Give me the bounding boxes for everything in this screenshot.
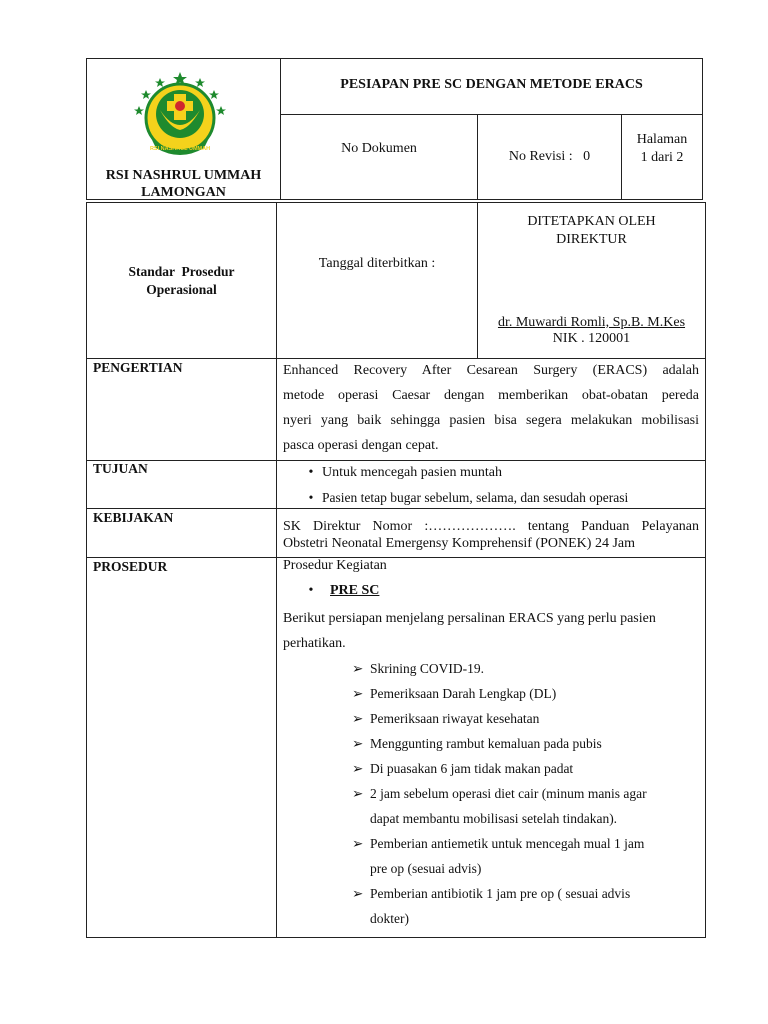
sop-label <box>86 263 277 299</box>
tujuan-item-text: Pasien tetap bugar sebelum, selama, dan sesudah operasi <box>322 490 629 505</box>
step-item <box>352 756 702 781</box>
arrow-bullet-icon: ➢ <box>352 836 364 851</box>
arrow-bullet-icon: ➢ <box>352 711 364 726</box>
arrow-bullet-icon: ➢ <box>352 661 364 676</box>
prosedur-intro: Prosedur Kegiatan <box>283 558 387 573</box>
prosedur-section-title: PRE SC <box>330 583 380 598</box>
step-item <box>352 731 702 756</box>
arrow-bullet-icon: ➢ <box>352 886 364 901</box>
prosedur-section <box>300 583 379 599</box>
step-text: Pemeriksaan Darah Lengkap (DL) <box>370 686 557 701</box>
ditetapkan-line1: DITETAPKAN OLEH <box>527 214 656 229</box>
step-text: dokter) <box>370 911 409 926</box>
hospital-name <box>86 167 281 201</box>
step-item <box>352 881 702 906</box>
step-text: Di puasakan 6 jam tidak makan padat <box>370 761 574 776</box>
ditetapkan-line2: DIREKTUR <box>556 232 627 247</box>
arrow-bullet-icon: ➢ <box>352 786 364 801</box>
step-text: Pemberian antibiotik 1 jam pre op ( sesuai advis <box>370 886 631 901</box>
hospital-logo <box>130 70 230 162</box>
kebijakan-text <box>283 518 699 552</box>
pengertian-line: Enhanced Recovery After Cesarean Surgery (ERACS) adalah <box>283 363 699 378</box>
no-dokumen-label: No Dokumen <box>341 141 417 156</box>
logo-text: RSI NASHRUL UMMAH <box>149 146 211 152</box>
step-text: pre op (sesuai advis) <box>370 861 482 876</box>
prosedur-steps <box>352 656 702 931</box>
tujuan-item <box>300 485 700 510</box>
prosedur-desc-line2: perhatikan. <box>283 636 346 651</box>
step-text: Menggunting rambut kemaluan pada pubis <box>370 736 602 751</box>
arrow-bullet-icon: ➢ <box>352 686 364 701</box>
pengertian-line: metode operasi Caesar dengan memberikan obat-obatan pereda <box>283 388 699 403</box>
director-signature <box>477 315 706 347</box>
step-text: Skrining COVID-19. <box>370 661 484 676</box>
step-item <box>352 831 702 856</box>
step-item <box>352 681 702 706</box>
step-item <box>352 656 702 681</box>
arrow-bullet-icon: ➢ <box>352 736 364 751</box>
tujuan-label: TUJUAN <box>93 461 148 476</box>
step-item <box>352 706 702 731</box>
ditetapkan-oleh <box>477 213 706 249</box>
kebijakan-line1: SK Direktur Nomor :………………. tentang Panduan Pelayanan <box>283 519 699 534</box>
step-text: 2 jam sebelum operasi diet cair (minum manis agar <box>370 786 647 801</box>
prosedur-desc <box>283 606 699 656</box>
pengertian-line: pasca operasi dengan cepat. <box>283 438 439 453</box>
row-divider-3 <box>86 557 706 558</box>
document-title: PESIAPAN PRE SC DENGAN METODE ERACS <box>340 77 643 92</box>
bullet-icon: • <box>308 465 314 480</box>
director-nik: NIK . 120001 <box>552 331 631 346</box>
pengertian-label: PENGERTIAN <box>93 360 183 375</box>
hospital-name-line2: LAMONGAN <box>141 185 226 200</box>
step-text: Pemeriksaan riwayat kesehatan <box>370 711 540 726</box>
pengertian-text <box>283 358 699 458</box>
step-item-continued <box>352 806 702 831</box>
halaman-label <box>621 131 703 167</box>
halaman-line1: Halaman <box>636 132 688 147</box>
prosedur-label: PROSEDUR <box>93 559 168 574</box>
header-nodok-cell <box>280 114 478 200</box>
pengertian-line: nyeri yang baik sehingga pasien bisa segera melakukan mobilisasi <box>283 413 699 428</box>
sop-label-line1: Standar Prosedur <box>128 264 235 279</box>
prosedur-desc-line1: Berikut persiapan menjelang persalinan ERACS yang perlu pasien <box>283 611 656 626</box>
tujuan-item <box>300 460 700 485</box>
hospital-name-line1: RSI NASHRUL UMMAH <box>105 168 262 183</box>
kebijakan-line2: Obstetri Neonatal Emergensy Komprehensif (PONEK) 24 Jam <box>283 536 635 551</box>
sop-label-line2: Operasional <box>146 282 217 297</box>
tujuan-list <box>300 460 700 510</box>
step-item-continued <box>352 856 702 881</box>
step-text: dapat membantu mobilisasi setelah tindakan). <box>370 811 618 826</box>
step-item <box>352 781 702 806</box>
sop-tanggal-cell <box>276 202 478 359</box>
kebijakan-label: KEBIJAKAN <box>93 510 174 525</box>
step-text: Pemberian antiemetik untuk mencegah mual 1 jam <box>370 836 645 851</box>
tujuan-item-text: Untuk mencegah pasien muntah <box>322 465 503 480</box>
body-column-divider <box>276 358 277 938</box>
halaman-line2: 1 dari 2 <box>640 150 684 165</box>
arrow-bullet-icon: ➢ <box>352 761 364 776</box>
no-revisi-label: No Revisi : 0 <box>508 149 591 164</box>
tanggal-diterbitkan: Tanggal diterbitkan : <box>318 256 436 271</box>
step-item-continued <box>352 906 702 931</box>
bullet-icon: • <box>308 583 314 598</box>
bullet-icon: • <box>308 490 314 505</box>
director-name: dr. Muwardi Romli, Sp.B. M.Kes <box>497 315 686 330</box>
